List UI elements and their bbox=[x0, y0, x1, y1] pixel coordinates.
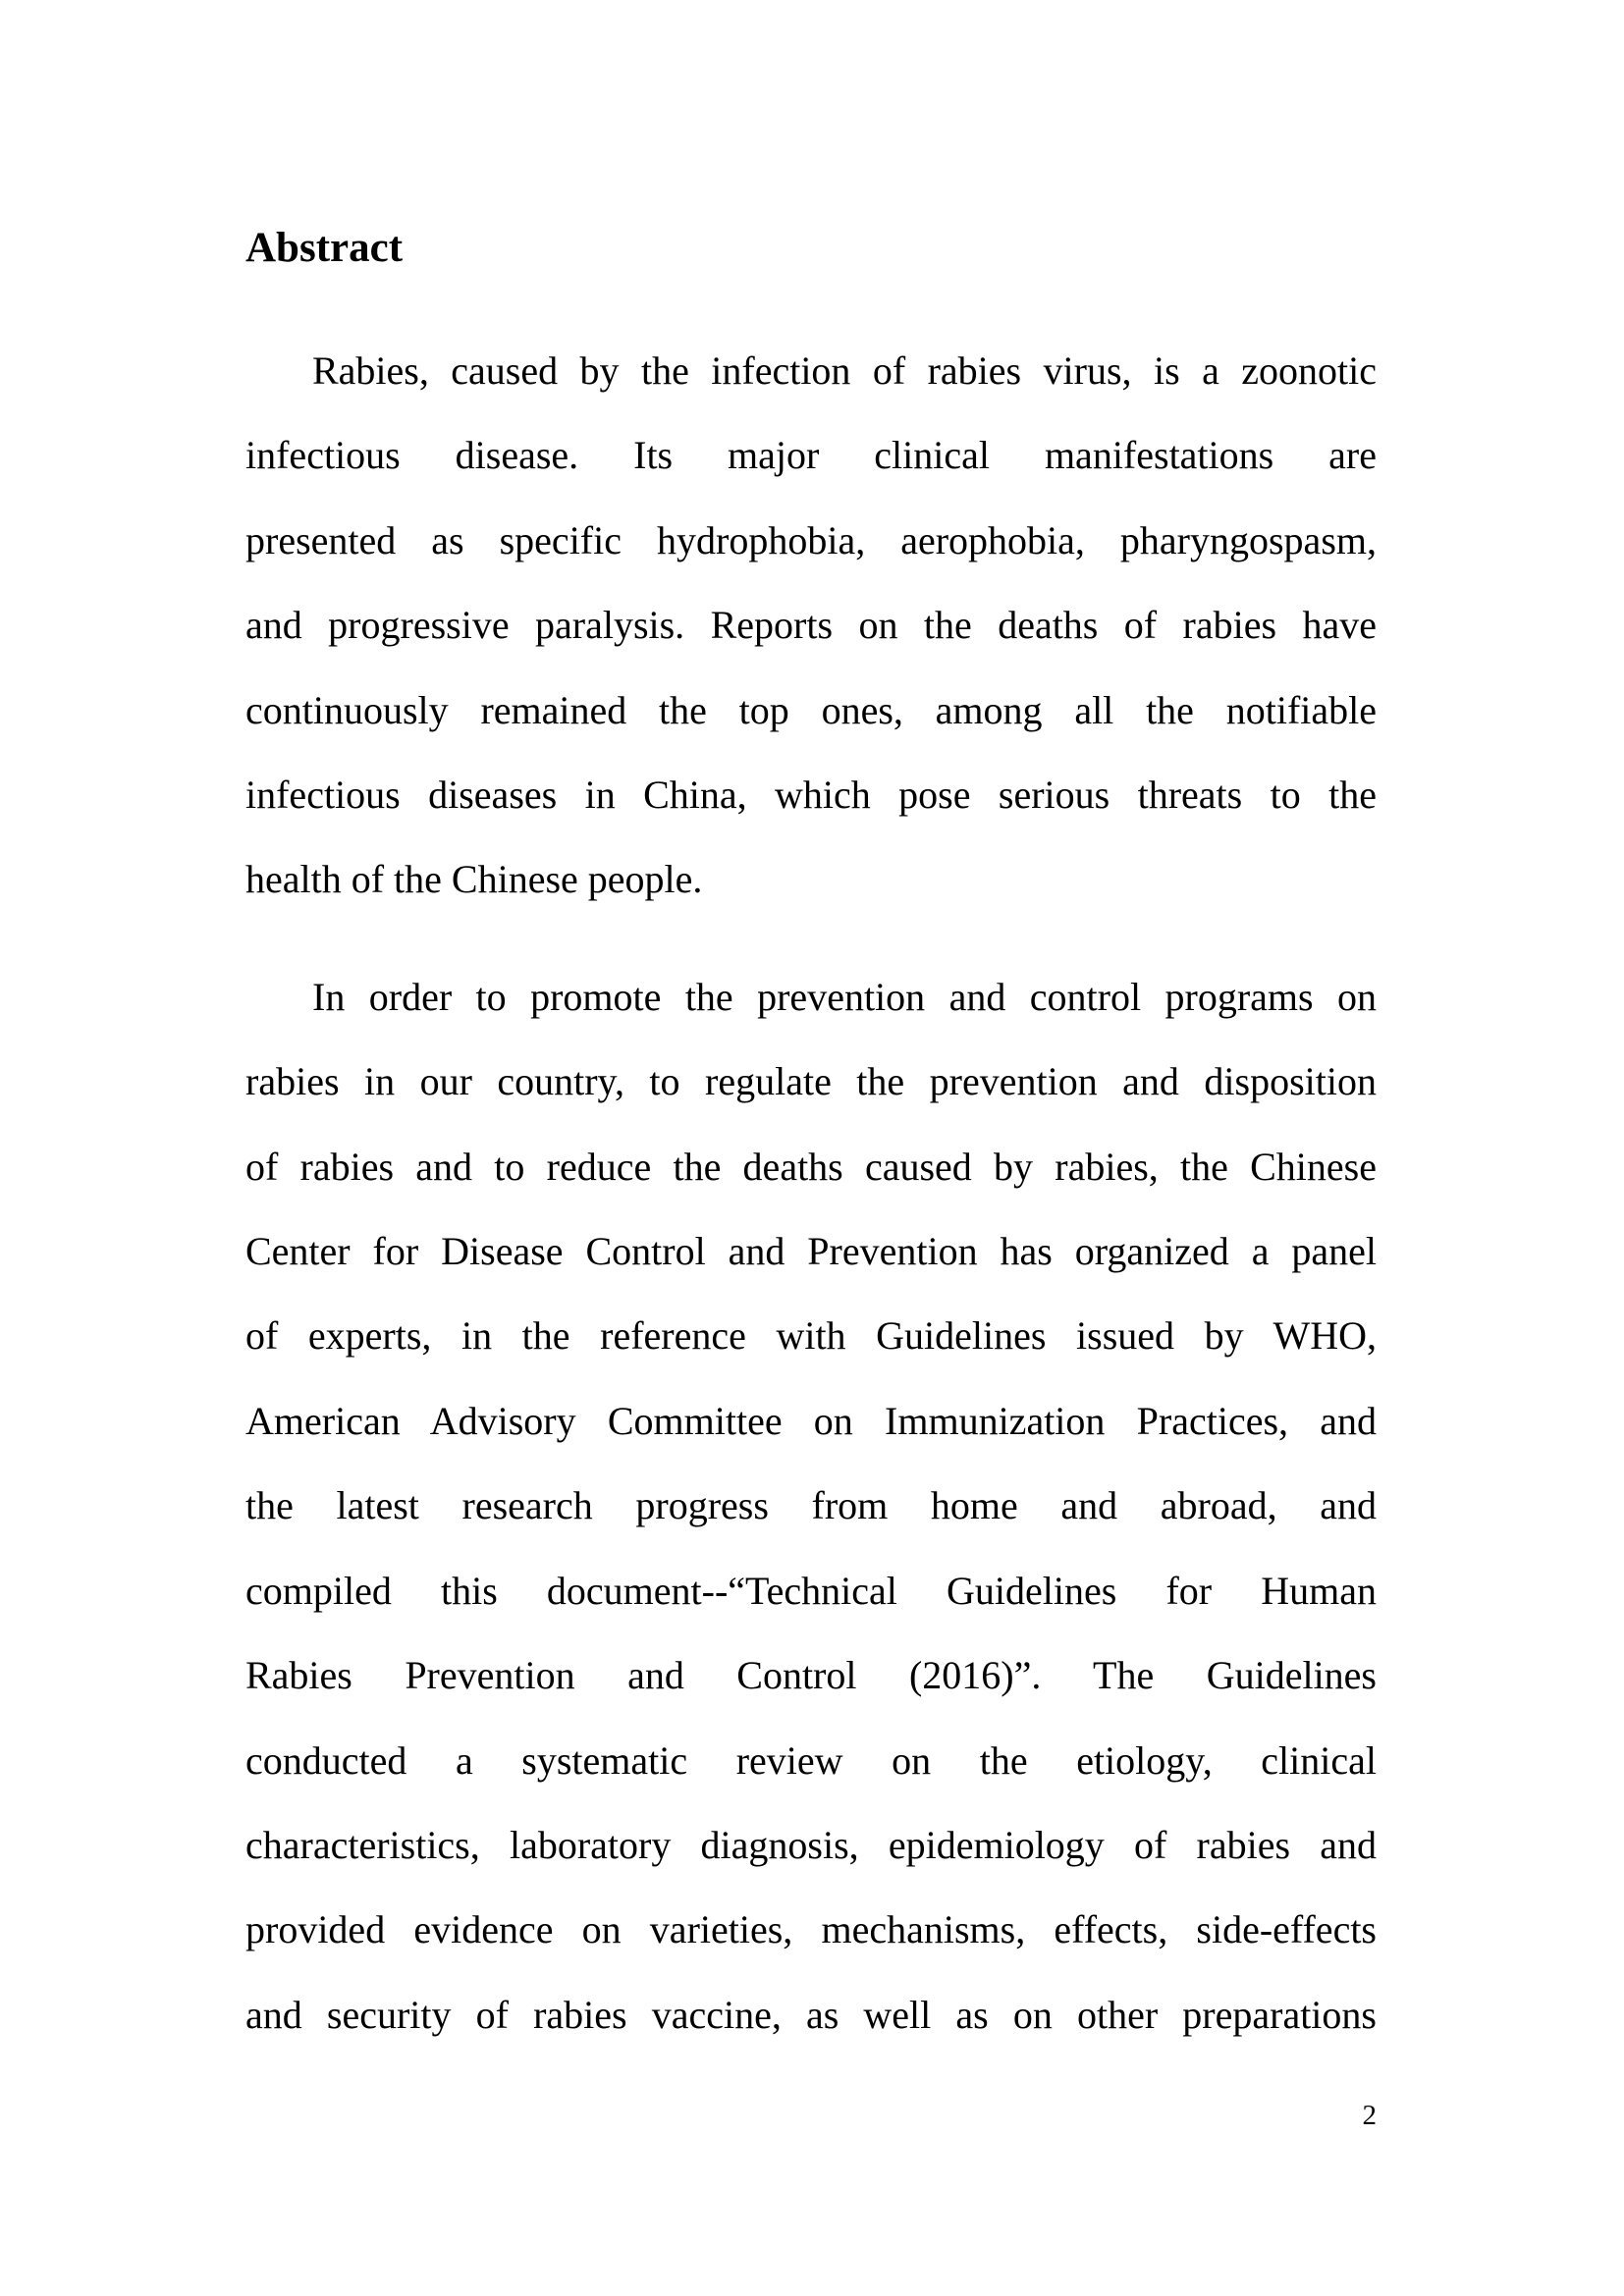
text-line: and progressive paralysis. Reports on the deaths of rabies have bbox=[245, 603, 1377, 648]
text-line: rabies in our country, to regulate the prevention and disposition bbox=[245, 1059, 1377, 1104]
text-line: provided evidence on varieties, mechanisms, effects, side-effects bbox=[245, 1907, 1377, 1952]
text-line: compiled this document--“Technical Guidelines for Human bbox=[245, 1568, 1377, 1613]
text-line: health of the Chinese people. bbox=[245, 857, 703, 902]
text-line: the latest research progress from home and abroad, and bbox=[245, 1483, 1377, 1528]
text-line: of rabies and to reduce the deaths caused by rabies, the Chinese bbox=[245, 1144, 1377, 1189]
abstract-heading: Abstract bbox=[245, 225, 404, 271]
text-line: characteristics, laboratory diagnosis, epidemiology of rabies and bbox=[245, 1822, 1377, 1867]
text-line: American Advisory Committee on Immunization Practices, and bbox=[245, 1398, 1377, 1443]
page-content bbox=[245, 221, 1377, 2057]
text-line: Rabies Prevention and Control (2016)”. The Guidelines bbox=[245, 1653, 1377, 1698]
text-line: infectious disease. Its major clinical manifestations are bbox=[245, 433, 1377, 478]
page-number: 2 bbox=[1362, 2100, 1377, 2131]
paragraph bbox=[245, 329, 1377, 923]
text-line: of experts, in the reference with Guidelines issued by WHO, bbox=[245, 1313, 1377, 1359]
text-line: In order to promote the prevention and control programs on bbox=[312, 974, 1377, 1019]
text-line: Center for Disease Control and Prevention has organized a panel bbox=[245, 1229, 1377, 1274]
text-line: and security of rabies vaccine, as well as on other preparations bbox=[245, 1992, 1377, 2037]
text-line: infectious diseases in China, which pose serious threats to the bbox=[245, 773, 1377, 818]
text-line: continuously remained the top ones, among all the notifiable bbox=[245, 687, 1377, 732]
text-line: conducted a systematic review on the etiology, clinical bbox=[245, 1737, 1377, 1783]
text-line: presented as specific hydrophobia, aerophobia, pharyngospasm, bbox=[245, 517, 1377, 562]
text-line: Rabies, caused by the infection of rabies virus, is a zoonotic bbox=[312, 348, 1377, 393]
paragraph bbox=[245, 955, 1377, 2057]
